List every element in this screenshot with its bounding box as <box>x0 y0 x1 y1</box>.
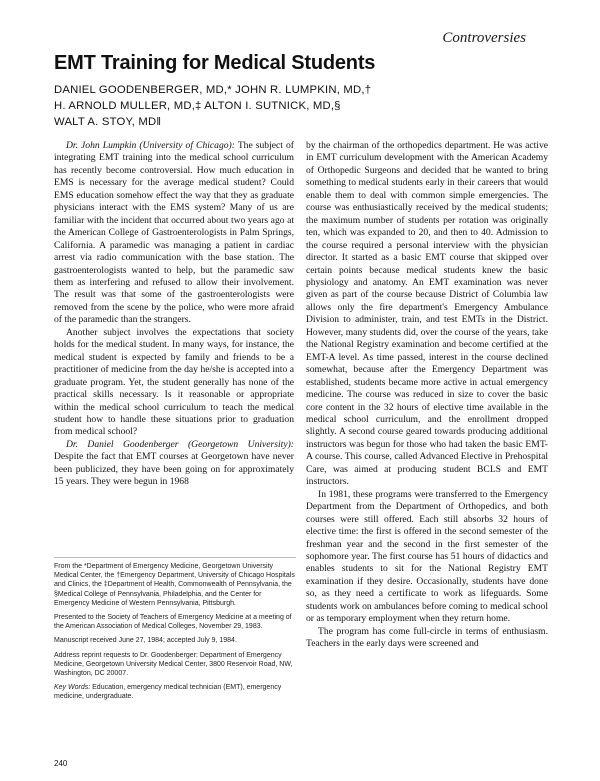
footnote-keywords <box>54 683 296 701</box>
paragraph-text: Despite the fact that EMT courses at Georgetown have never been publicized, they have been going on for approximately 15 years. They were begun in 1968 <box>54 451 294 488</box>
section-heading: Controversies <box>442 30 526 46</box>
paragraph: Another subject involves the expectations that society holds for the medical student. In many ways, for instance, the medical student is expected by family and friends to be a practitioner of medicine from the day he/she is accepted into a graduate program. Yet, the student generally has none of the practical skills necessary. Is it reasonable or appropriate within the medical school curriculum to teach the medical student how to handle these situations prior to graduation from medical school? <box>54 326 294 438</box>
paragraph-text: The subject of integrating EMT training into the medical school curriculum has recently become controversial. How much education in EMS is necessary for the average medical student? Could EMS education somehow effect the way that they as graduate physicians interact with the EMS system? Many of us are familiar with the incident that occurred about two years ago at the American College of Gastroenterologists in Palm Springs, California. A paramedic was managing a patient in cardiac arrest via radio communication with the base station. The gastroenterologists wanted to help, but the paramedic saw them as interfering and refused to allow their involvement. The result was that some of the gastroenterologists were removed from the scene by the police, who were more afraid of the paramedic than the strangers. <box>54 140 294 326</box>
body-column-right <box>306 140 548 651</box>
body-column-left <box>54 140 294 489</box>
paragraph <box>54 439 294 489</box>
footnote-manuscript: Manuscript received June 27, 1984; accepted July 9, 1984. <box>54 637 237 645</box>
author-list <box>54 82 554 130</box>
article-title: EMT Training for Medical Students <box>54 52 376 74</box>
author-line-1: DANIEL GOODENBERGER, MD,* JOHN R. LUMPKIN, MD,† <box>54 84 372 96</box>
keywords-text: Education, emergency medical technician (EMT), emergency medicine, undergraduate. <box>54 684 282 701</box>
author-line-2: H. ARNOLD MULLER, MD,‡ ALTON I. SUTNICK, MD,§ <box>54 100 341 112</box>
paragraph: The program has come full-circle in terms of enthusiasm. Teachers in the early days were screened and <box>306 625 548 650</box>
author-line-3: WALT A. STOY, MD‖ <box>54 116 162 128</box>
speaker-name: Dr. John Lumpkin (University of Chicago): <box>66 140 235 151</box>
footnote-divider <box>54 557 296 558</box>
footnotes <box>54 562 296 707</box>
footnote-reprints: Address reprint requests to Dr. Goodenberger: Department of Emergency Medicine, Georgetown University Medical Center, 3800 Reservoir Road, NW, Washington, DC 20007. <box>54 651 293 678</box>
paragraph: by the chairman of the orthopedics department. He was active in EMT curriculum development with the American Academy of Orthopedic Surgeons and decided that he wanted to bring something to medical students early in their careers that would enable them to deal with common simple emergencies. The course was enthusiastically received by the medical students; the maximum number of students per rotation was originally ten, which was expanded to 20, and then to 40. Admission to the course required a personal interview with the physician director. It started as a basic EMT course that skipped over certain points because medical students knew the basic physiology and anatomy. An EMT examination was never given as part of the course because District of Columbia law allows only the fire department's Emergency Ambulance Division to administer, train, and test EMTs in the District. However, many students did, over the course of the years, take the National Registry examination and become certified at the EMT-A level. As time passed, interest in the course declined somewhat, because after the Emergency Department was established, students became more active in actual emergency medicine. The course was reduced in size to cover the basic core content in the 32 hours of elective time available in the medical school curriculum, and the enrollment dropped slightly. A second course geared towards producing additional instructors was begun for those who had taken the basic EMT-A course. This course, called Advanced Elective in Prehospital Care, was aimed at producing student BCLS and EMT instructors. <box>306 140 548 488</box>
speaker-name: Dr. Daniel Goodenberger (Georgetown University): <box>66 438 294 450</box>
footnote-presented: Presented to the Society of Teachers of Emergency Medicine at a meeting of the American Association of Medical Colleges, November 29, 1983. <box>54 614 292 631</box>
footnote-affiliations: From the *Department of Emergency Medicine, Georgetown University Medical Center, the †Emergency Department, University of Chicago Hospitals and Clinics, the ‡Department of Health, Commonwealth of Pennsylvania, the §Medical College of Pennsylvania, Philadelphia, and the Center for Emergency Medicine of Western Pennsylvania, Pittsburgh. <box>54 563 295 607</box>
paragraph <box>54 140 294 327</box>
page-number: 240 <box>54 759 68 768</box>
paragraph: In 1981, these programs were transferred to the Emergency Department from the Department of Orthopedics, and both courses were still offered. Each still absorbs 32 hours of elective time: the first is offered in the second semester of the freshman year and the second in the first semester of the sophomore year. The first course has 51 hours of didactics and enables students to sit for the National Registry EMT examination if they desire. Occasionally, students have done so, as they need a certificate to work as lifeguards. Some students work on ambulances before coming to medical school or as temporary employment when they return home. <box>306 488 548 625</box>
keywords-label: Key Words: <box>54 684 91 692</box>
